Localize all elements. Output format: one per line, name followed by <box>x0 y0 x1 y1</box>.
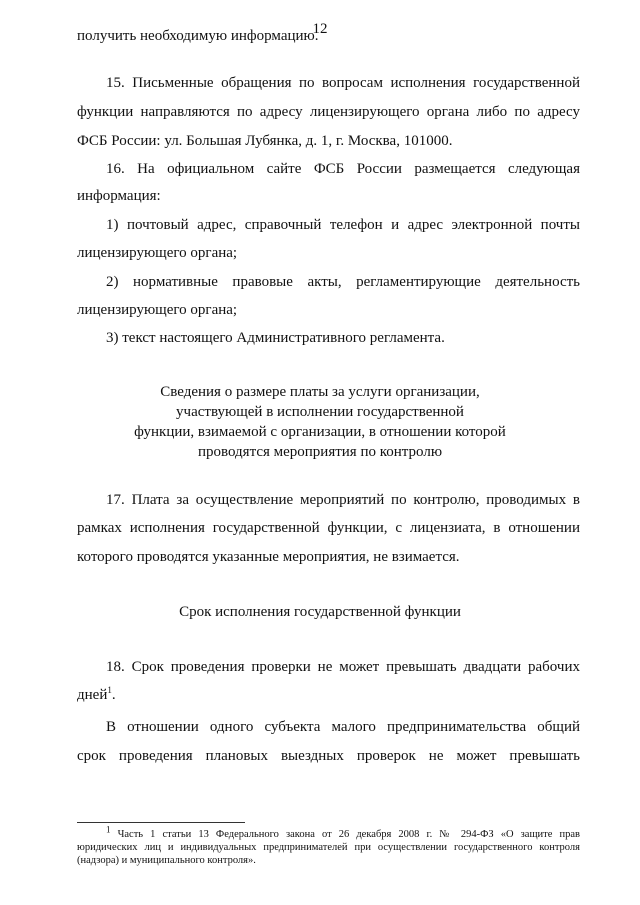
paragraph-16-line-1: 16. На официальном сайте ФСБ России размещается следующая <box>106 161 580 177</box>
paragraph-16-line-2: информация: <box>77 188 161 204</box>
paragraph-15-line-3: ФСБ России: ул. Большая Лубянка, д. 1, г. Москва, 101000. <box>77 133 453 149</box>
paragraph-19-line-2: срок проведения плановых выездных проверок не может превышать <box>77 748 580 764</box>
section-heading-fee-line-2: участвующей в исполнении государственной <box>176 404 464 420</box>
paragraph-18-line-1: 18. Срок проведения проверки не может превышать двадцати рабочих <box>106 659 580 675</box>
list-item-2-line-1: 2) нормативные правовые акты, регламентирующие деятельность <box>106 274 580 290</box>
paragraph-15-line-1: 15. Письменные обращения по вопросам исполнения государственной <box>106 75 580 91</box>
footnote-reference[interactable]: 1 <box>107 685 112 695</box>
list-item-1-line-1: 1) почтовый адрес, справочный телефон и адрес электронной почты <box>106 217 580 233</box>
paragraph-14-tail: получить необходимую информацию. <box>77 28 319 44</box>
paragraph-18-line-2-text: дней <box>77 687 108 703</box>
footnote-line-1-text: Часть 1 статьи 13 Федерального закона от 26 декабря 2008 г. № 294-ФЗ «О защите прав <box>110 829 580 840</box>
paragraph-17-line-2: рамках исполнения государственной функции, с лицензиата, в отношении <box>77 520 580 536</box>
footnote-line-1 <box>106 824 580 841</box>
list-item-1-line-2: лицензирующего органа; <box>77 245 238 261</box>
list-item-2-line-2: лицензирующего органа; <box>77 302 238 318</box>
footnote-line-2: юридических лиц и индивидуальных предпринимателей при осуществлении государственного контроля <box>77 842 580 853</box>
section-heading-fee-line-3: функции, взимаемой с организации, в отношении которой <box>134 424 506 440</box>
footnote-divider <box>77 822 245 823</box>
section-heading-fee-line-1: Сведения о размере платы за услуги организации, <box>160 384 480 400</box>
footnote-line-3: (надзора) и муниципального контроля». <box>77 855 256 866</box>
footnote-marker: 1 <box>106 824 111 835</box>
list-item-3: 3) текст настоящего Административного регламента. <box>106 330 445 346</box>
paragraph-17-line-3: которого проводятся указанные мероприятия, не взимается. <box>77 549 460 565</box>
section-heading-fee-line-4: проводятся мероприятия по контролю <box>197 444 443 460</box>
paragraph-19-line-1: В отношении одного субъекта малого предпринимательства общий <box>106 719 580 735</box>
paragraph-18-line-2-end: . <box>111 687 116 703</box>
page-number: 12 <box>312 21 328 37</box>
paragraph-15-line-2: функции направляются по адресу лицензирующего органа либо по адресу <box>77 104 580 120</box>
paragraph-18-line-2 <box>77 686 580 704</box>
section-heading-duration: Срок исполнения государственной функции <box>179 604 461 620</box>
paragraph-17-line-1: 17. Плата за осуществление мероприятий по контролю, проводимых в <box>106 492 580 508</box>
